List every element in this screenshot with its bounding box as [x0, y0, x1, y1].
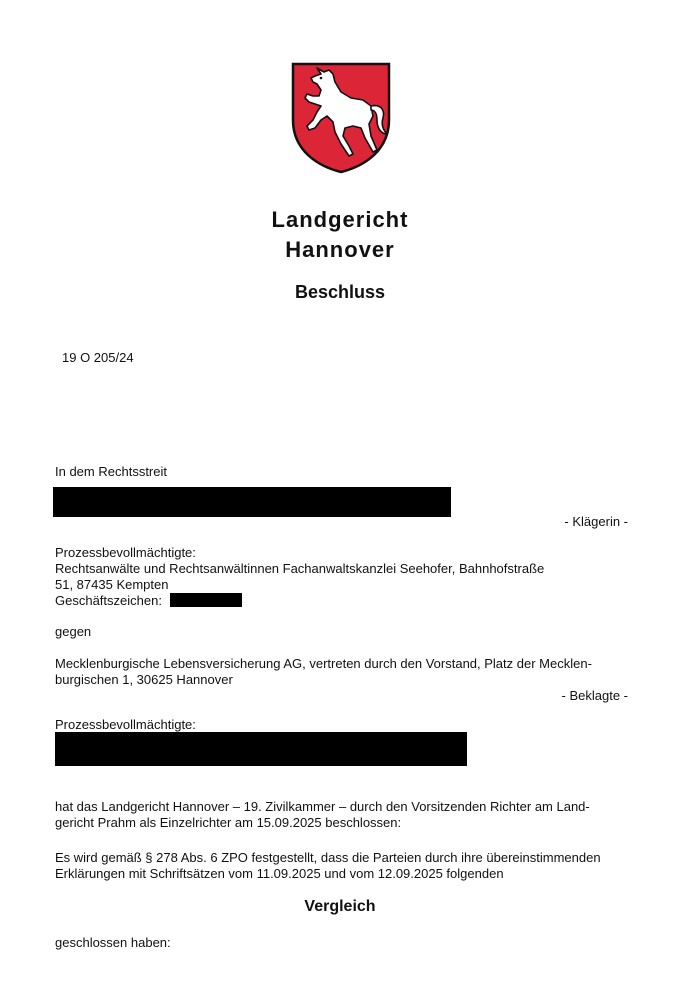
reference-redaction: [170, 593, 242, 607]
gegen-text: gegen: [55, 624, 92, 639]
plaintiff-counsel-line2: 51, 87435 Kempten: [55, 577, 169, 592]
plaintiff-counsel-line1: Rechtsanwälte und Rechtsanwältinnen Fachanwaltskanzlei Seehofer, Bahnhofstraße: [55, 561, 545, 576]
closing-text: geschlossen haben:: [55, 935, 171, 950]
plaintiff-redaction: [53, 487, 451, 517]
body-para1-line1: hat das Landgericht Hannover – 19. Zivilkammer – durch den Vorsitzenden Richter am Land-: [55, 799, 590, 814]
body-para2-line1: Es wird gemäß § 278 Abs. 6 ZPO festgestellt, dass die Parteien durch ihre übereinstimmenden: [55, 850, 601, 865]
plaintiff-role: - Klägerin -: [564, 514, 628, 529]
settlement-heading: Vergleich: [304, 898, 376, 915]
body-para1-line2: gericht Prahm als Einzelrichter am 15.09.2025 beschlossen:: [55, 815, 402, 830]
lower-saxony-horse-crest-icon: [291, 62, 391, 174]
defendant-counsel-redaction: [55, 732, 467, 766]
plaintiff-counsel-label: Prozessbevollmächtigte:: [55, 545, 196, 560]
case-number: 19 O 205/24: [62, 350, 134, 365]
defendant-counsel-label: Prozessbevollmächtigte:: [55, 717, 196, 732]
defendant-line1: Mecklenburgische Lebensversicherung AG, vertreten durch den Vorstand, Platz der Mecklen-: [55, 656, 592, 671]
defendant-role: - Beklagte -: [561, 688, 628, 703]
body-para2-line2: Erklärungen mit Schriftsätzen vom 11.09.2025 und vom 12.09.2025 folgenden: [55, 866, 504, 881]
court-name-line2: Hannover: [285, 237, 395, 262]
plaintiff-reference-label: Geschäftszeichen:: [55, 593, 162, 608]
intro-text: In dem Rechtsstreit: [55, 464, 167, 479]
document-type-title: Beschluss: [294, 282, 386, 302]
court-name-line1: Landgericht: [271, 207, 409, 232]
defendant-line2: burgischen 1, 30625 Hannover: [55, 672, 233, 687]
